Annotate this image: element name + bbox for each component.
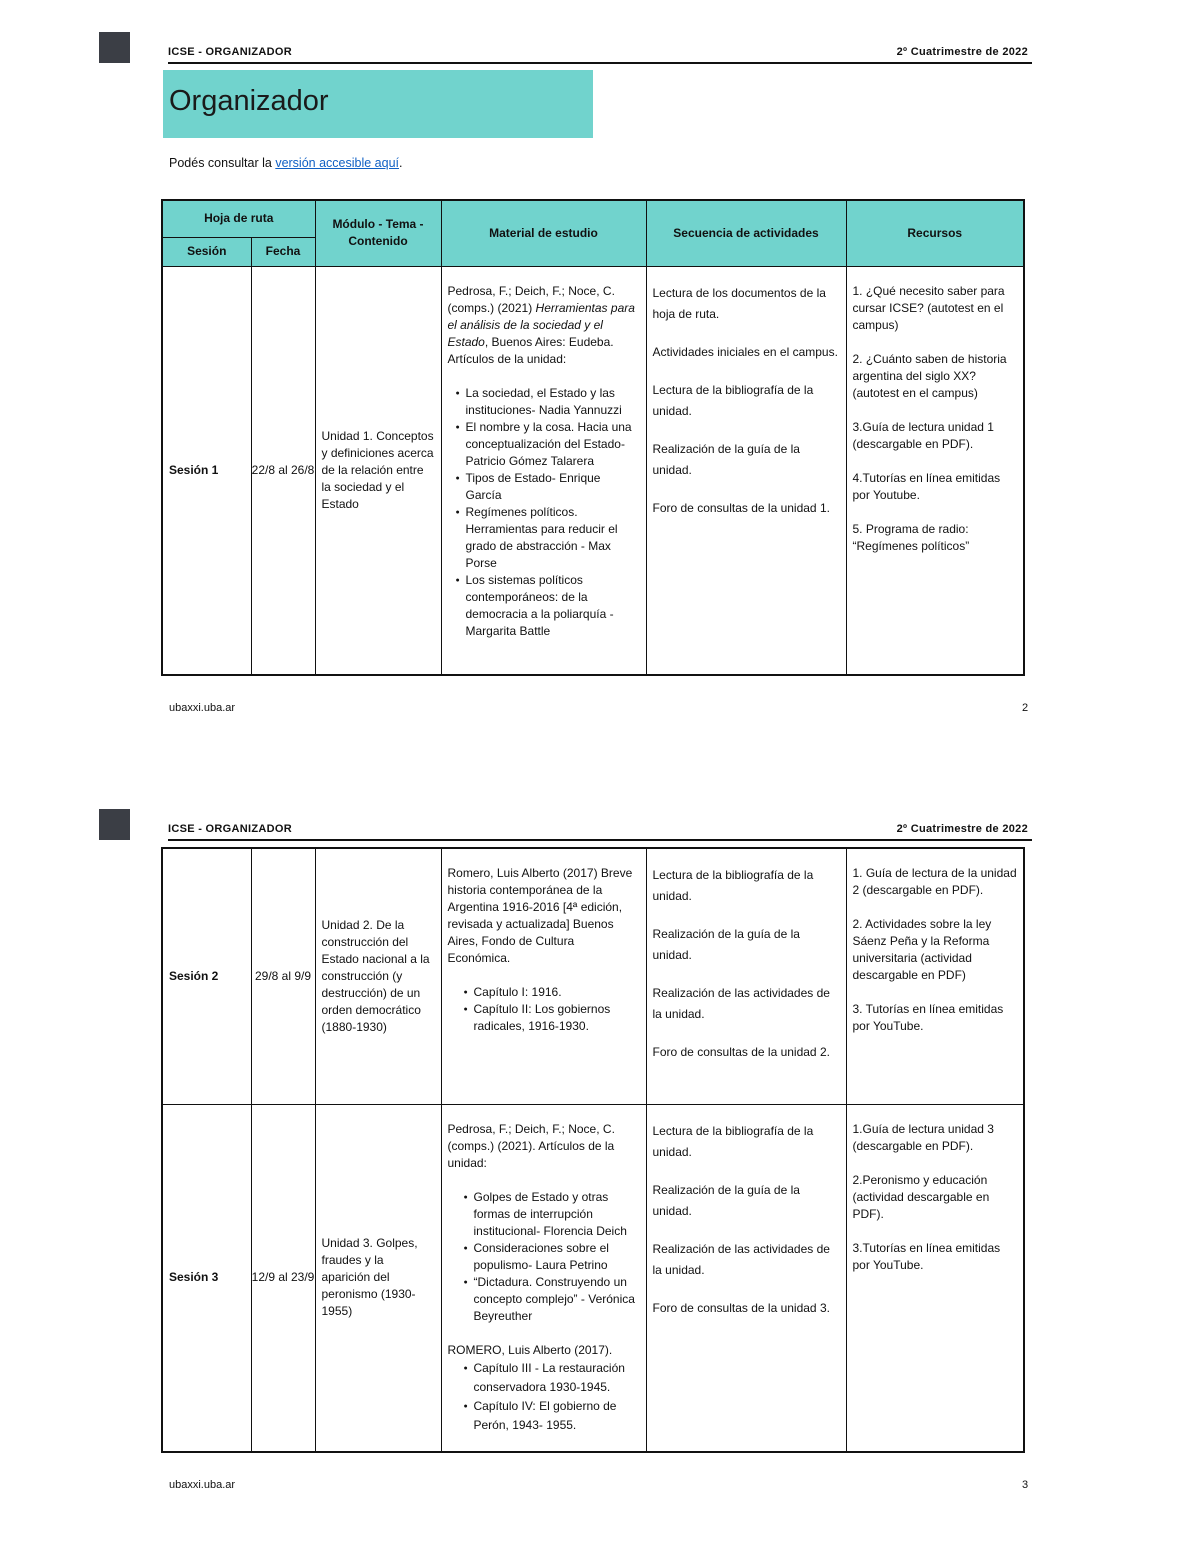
material-intro [448, 283, 640, 368]
session-module: Unidad 1. Conceptos y definiciones acerca de la relación entre la sociedad y el Estado [315, 266, 441, 675]
list-item: ● La sociedad, el Estado y las instituciones- Nadia Yannuzzi [466, 385, 640, 419]
material-intro: Romero, Luis Alberto (2017) Breve historia contemporánea de la Argentina 1916-2016 [4ª edición, revisada y actualizada] Buenos Aires, Fondo de Cultura Económica. [447, 866, 633, 965]
activity-item: Foro de consultas de la unidad 3. [652, 1300, 830, 1315]
list-item: ● Capítulo III - La restauración conservadora 1930-1945. [474, 1359, 640, 1397]
activity-item: Realización de la guía de la unidad. [652, 441, 800, 477]
page-2 [0, 0, 1200, 776]
list-item: ● Los sistemas políticos contemporáneos: de la democracia a la poliarquía - Margarita Battle [466, 572, 640, 640]
activity-item: Realización de la guía de la unidad. [652, 1182, 800, 1218]
material-list [448, 1189, 640, 1325]
table-row [162, 1104, 1024, 1452]
page-header [168, 46, 1032, 64]
header-sesion: Sesión [162, 237, 251, 266]
activity-item: Actividades iniciales en el campus. [652, 344, 838, 359]
page-title: Organizador [169, 85, 329, 117]
session-label: Sesión 2 [162, 848, 251, 1104]
activity-item: Realización de las actividades de la unidad. [652, 1241, 830, 1277]
accessible-version-link[interactable]: versión accesible aquí [275, 156, 399, 170]
accessible-note [169, 156, 402, 170]
list-item: ● Capítulo II: Los gobiernos radicales, 1916-1930. [474, 1001, 640, 1035]
resource-item: 3. Tutorías en línea emitidas por YouTube. [852, 1002, 1004, 1033]
session-label: Sesión 1 [162, 266, 251, 675]
header-fecha: Fecha [251, 237, 315, 266]
session-date: 22/8 al 26/8 [251, 266, 315, 675]
material-citation-end: , Buenos Aires: Eudeba. Artículos de la unidad: [447, 334, 614, 366]
header-modulo: Módulo - Tema - Contenido [315, 200, 441, 266]
resource-item: 2. ¿Cuánto saben de historia argentina del siglo XX? (autotest en el campus) [852, 351, 1007, 400]
material-intro: Pedrosa, F.; Deich, F.; Noce, C. (comps.) (2021). Artículos de la unidad: [447, 1121, 615, 1170]
activity-item: Lectura de la bibliografía de la unidad. [652, 868, 814, 903]
resource-item: 5. Programa de radio: “Regímenes políticos” [852, 521, 970, 553]
resource-item: 1.Guía de lectura unidad 3 (descargable en PDF). [852, 1121, 994, 1153]
page-number: 3 [1022, 1479, 1029, 1491]
material-book-title: Herramientas para el análisis de la sociedad y el Estado [447, 300, 635, 349]
resources [846, 848, 1024, 1104]
resources [846, 266, 1024, 675]
organizer-table [161, 199, 1025, 676]
material-list [448, 984, 640, 1035]
table-row [162, 266, 1024, 675]
resource-item: 1. Guía de lectura de la unidad 2 (descargable en PDF). [852, 866, 1017, 897]
footer-site: ubaxxi.uba.ar [169, 1479, 236, 1491]
study-material [441, 1104, 646, 1452]
material-citation: Pedrosa, F.; Deich, F.; Noce, C. (comps.) (2021) [447, 283, 615, 315]
session-module: Unidad 2. De la construcción del Estado nacional a la construcción (y destrucción) de un orden democrático (1880-1930) [315, 848, 441, 1104]
session-date: 29/8 al 9/9 [251, 848, 315, 1104]
list-item: ● Consideraciones sobre el populismo- Laura Petrino [474, 1240, 640, 1274]
list-item: ● Regímenes políticos. Herramientas para reducir el grado de abstracción - Max Porse [466, 504, 640, 572]
material-intro-b: ROMERO, Luis Alberto (2017). [447, 1342, 613, 1357]
list-item: ● Golpes de Estado y otras formas de interrupción institucional- Florencia Deich [474, 1189, 640, 1240]
header-material: Material de estudio [441, 200, 646, 266]
title-banner [163, 70, 593, 138]
activity-item: Realización de la guía de la unidad. [652, 927, 800, 962]
list-item: ● Capítulo IV: El gobierno de Perón, 1943- 1955. [474, 1397, 640, 1435]
page-number: 2 [1022, 702, 1029, 714]
resource-item: 3.Guía de lectura unidad 1 (descargable en PDF). [852, 419, 994, 451]
resource-item: 4.Tutorías en línea emitidas por Youtube. [852, 470, 1001, 502]
activities [646, 1104, 846, 1452]
activity-item: Realización de las actividades de la unidad. [652, 986, 830, 1021]
activity-item: Lectura de los documentos de la hoja de ruta. [652, 285, 826, 321]
activity-item: Lectura de la bibliografía de la unidad. [652, 382, 814, 418]
resources [846, 1104, 1024, 1452]
material-list [448, 385, 640, 640]
header-right: 2º Cuatrimestre de 2022 [896, 46, 1028, 58]
session-date: 12/9 al 23/9 [251, 1104, 315, 1452]
resource-item: 1. ¿Qué necesito saber para cursar ICSE? (autotest en el campus) [852, 283, 1005, 332]
activity-item: Foro de consultas de la unidad 2. [652, 1045, 830, 1059]
list-item: ● Capítulo I: 1916. [474, 984, 640, 1001]
resource-item: 2.Peronismo y educación (actividad descargable en PDF). [852, 1172, 990, 1221]
corner-square [99, 809, 130, 840]
list-item: ● “Dictadura. Construyendo un concepto complejo” - Verónica Beyreuther [474, 1274, 640, 1325]
header-recursos: Recursos [846, 200, 1024, 266]
footer-site: ubaxxi.uba.ar [169, 702, 236, 714]
activity-item: Foro de consultas de la unidad 1. [652, 500, 830, 515]
corner-square [99, 32, 130, 63]
list-item: ● El nombre y la cosa. Hacia una conceptualización del Estado- Patricio Gómez Talarera [466, 419, 640, 470]
header-left: ICSE - ORGANIZADOR [168, 823, 292, 835]
activities [646, 266, 846, 675]
accessible-prefix: Podés consultar la [169, 156, 276, 170]
study-material [441, 266, 646, 675]
header-right: 2º Cuatrimestre de 2022 [896, 823, 1028, 835]
header-left: ICSE - ORGANIZADOR [168, 46, 292, 58]
activity-item: Lectura de la bibliografía de la unidad. [652, 1123, 814, 1159]
table-row [162, 848, 1024, 1104]
material-list-b [448, 1359, 640, 1435]
header-hoja-de-ruta: Hoja de ruta [162, 200, 315, 237]
header-secuencia: Secuencia de actividades [646, 200, 846, 266]
session-label: Sesión 3 [162, 1104, 251, 1452]
resource-item: 3.Tutorías en línea emitidas por YouTube. [852, 1240, 1001, 1272]
activities [646, 848, 846, 1104]
study-material [441, 848, 646, 1104]
accessible-suffix: . [399, 156, 403, 170]
organizer-table-continued [161, 847, 1025, 1453]
page-3 [0, 777, 1200, 1553]
page-header [168, 823, 1032, 841]
list-item: ● Tipos de Estado- Enrique García [466, 470, 640, 504]
resource-item: 2. Actividades sobre la ley Sáenz Peña y la Reforma universitaria (actividad descargable en PDF) [852, 917, 992, 982]
session-module: Unidad 3. Golpes, fraudes y la aparición del peronismo (1930-1955) [315, 1104, 441, 1452]
